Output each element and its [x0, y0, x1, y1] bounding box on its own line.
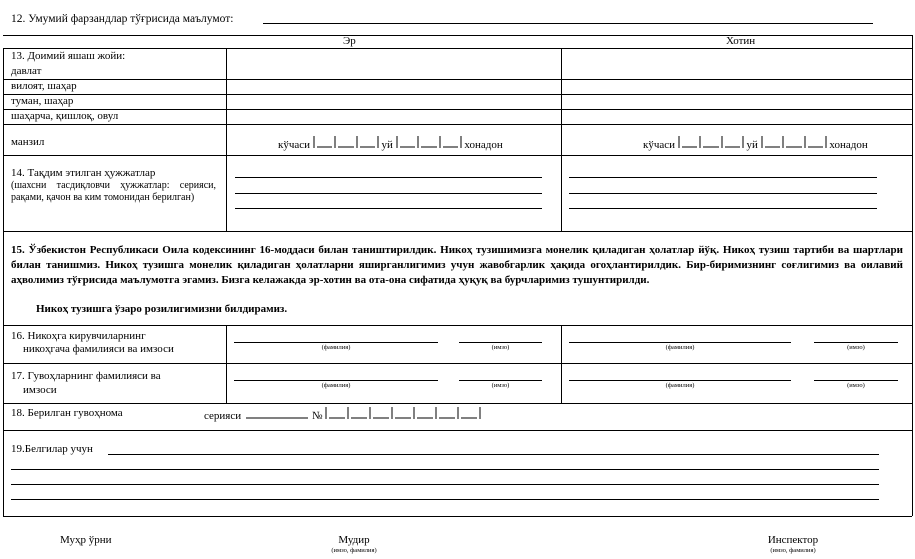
section-16-line-1: 16. Никоҳга кирувчиларнинг [11, 330, 146, 342]
label-tuman: туман, шаҳар [11, 95, 74, 107]
section-16-line-2: никоҳгача фамилияси ва имзоси [23, 343, 174, 355]
divider [3, 94, 912, 95]
divider [3, 363, 912, 364]
section-17-line-1: 17. Гувоҳларнинг фамилияси ва [11, 370, 161, 382]
caption-imzo: (имзо) [847, 382, 865, 389]
label-number-sign: № [312, 410, 323, 422]
caption-imzo-familiya: (имзо, фамилия) [331, 547, 377, 554]
divider [3, 109, 912, 110]
children-info-line[interactable] [263, 23, 873, 24]
witness-surname-er-line[interactable] [234, 380, 438, 381]
label-honadon: хонадон [464, 139, 503, 151]
documents-er-line-1[interactable] [235, 177, 542, 178]
documents-xotin-line-3[interactable] [569, 208, 877, 209]
street-number-boxes[interactable] [313, 136, 379, 148]
house-number-boxes[interactable] [396, 136, 462, 148]
documents-xotin-line-1[interactable] [569, 177, 877, 178]
border-left [3, 48, 4, 516]
divider [3, 325, 912, 326]
seal-place-label: Муҳр ўрни [60, 534, 112, 546]
divider [3, 430, 912, 431]
certificate-series[interactable] [204, 407, 310, 422]
column-header-er: Эр [343, 35, 356, 47]
address-er[interactable] [278, 136, 503, 151]
head-label: Мудир [338, 534, 370, 546]
divider [3, 403, 912, 404]
caption-imzo: (имзо) [491, 382, 510, 389]
witness-surname-xotin-line[interactable] [569, 380, 791, 381]
section-18-label: 18. Берилган гувоҳнома [11, 407, 123, 419]
label-uy: уй [746, 139, 758, 151]
label-kuchasi: кўчаси [278, 139, 311, 151]
caption-imzo: (имзо) [491, 344, 510, 351]
series-line[interactable] [244, 407, 310, 419]
divider [3, 35, 912, 36]
caption-familiya: (фамилия) [321, 344, 351, 351]
caption-imzo: (имзо) [847, 344, 865, 351]
number-boxes[interactable] [325, 407, 481, 419]
label-viloyat: вилоят, шаҳар [11, 80, 77, 92]
notes-line-4[interactable] [11, 499, 879, 500]
label-davlat: давлат [11, 65, 42, 77]
address-xotin[interactable] [643, 136, 868, 151]
column-divider [226, 325, 227, 403]
inspector-label: Инспектор [767, 534, 819, 546]
section-17-line-2: имзоси [23, 384, 57, 396]
notes-line-2[interactable] [11, 469, 879, 470]
certificate-number[interactable] [312, 407, 481, 422]
caption-familiya: (фамилия) [665, 344, 695, 351]
signature-xotin-line[interactable] [814, 342, 898, 343]
caption-familiya: (фамилия) [665, 382, 695, 389]
divider [3, 79, 912, 80]
signature-er-line[interactable] [459, 342, 542, 343]
witness-signature-xotin-line[interactable] [814, 380, 898, 381]
section-13-title: 13. Доимий яшаш жойи: [11, 50, 126, 62]
label-manzil: манзил [11, 136, 45, 148]
section-19-label: 19.Белгилар учун [11, 443, 93, 455]
label-shaharcha: шаҳарча, қишлоқ, овул [11, 110, 119, 122]
notes-line-1[interactable] [108, 454, 879, 455]
caption-familiya: (фамилия) [321, 382, 351, 389]
divider [3, 48, 912, 49]
house-number-boxes[interactable] [761, 136, 827, 148]
column-divider [226, 48, 227, 231]
section-15-consent: Никоҳ тузишга ўзаро розилигимизни билдирамиз. [36, 303, 288, 315]
section-15-text: 15. Ўзбекистон Республикаси Оила кодексининг 16-моддаси билан таништирилдик. Никоҳ тузишимизга монелик қиладиган ҳолатлар йўқ. Никоҳ тузиш тартиби ва шартлари билан танишмиз. Никоҳ тузишга монелик қиладиган ҳолатларни яширганлигимиз учун жавобгарлик ҳақида огоҳлантирилдик. Бир-биримизнинг соғлигимиз ва оилавий аҳволимиз тўғрисида маълумотга эгамиз. Бизга келажакда эр-хотин ва ота-она сифатида ҳуқуқ ва бурчларимиз тушунтирилди. [11, 244, 903, 286]
witness-signature-er-line[interactable] [459, 380, 542, 381]
documents-er-line-2[interactable] [235, 193, 542, 194]
section-12-label: 12. Умумий фарзандлар тўғрисида маълумот: [11, 13, 234, 25]
notes-line-3[interactable] [11, 484, 879, 485]
caption-imzo-familiya: (имзо, фамилия) [770, 547, 816, 554]
column-divider [561, 48, 562, 231]
label-seriyasi: серияси [204, 410, 242, 422]
street-number-boxes[interactable] [678, 136, 744, 148]
documents-er-line-3[interactable] [235, 208, 542, 209]
section-14-subtitle: (шахсни тасдиқловчи ҳужжатлар: серияси, рақами, қачон ва ким томонидан берилган) [11, 180, 216, 203]
label-uy: уй [381, 139, 393, 151]
divider [3, 231, 912, 232]
divider [3, 124, 912, 125]
documents-xotin-line-2[interactable] [569, 193, 877, 194]
section-14-title: 14. Тақдим этилган ҳужжатлар [11, 167, 156, 179]
surname-xotin-line[interactable] [569, 342, 791, 343]
border-right [912, 35, 913, 516]
column-header-xotin: Хотин [726, 35, 756, 47]
divider [3, 155, 912, 156]
divider [3, 516, 912, 517]
surname-er-line[interactable] [234, 342, 438, 343]
label-kuchasi: кўчаси [643, 139, 676, 151]
label-honadon: хонадон [829, 139, 868, 151]
column-divider [561, 325, 562, 403]
